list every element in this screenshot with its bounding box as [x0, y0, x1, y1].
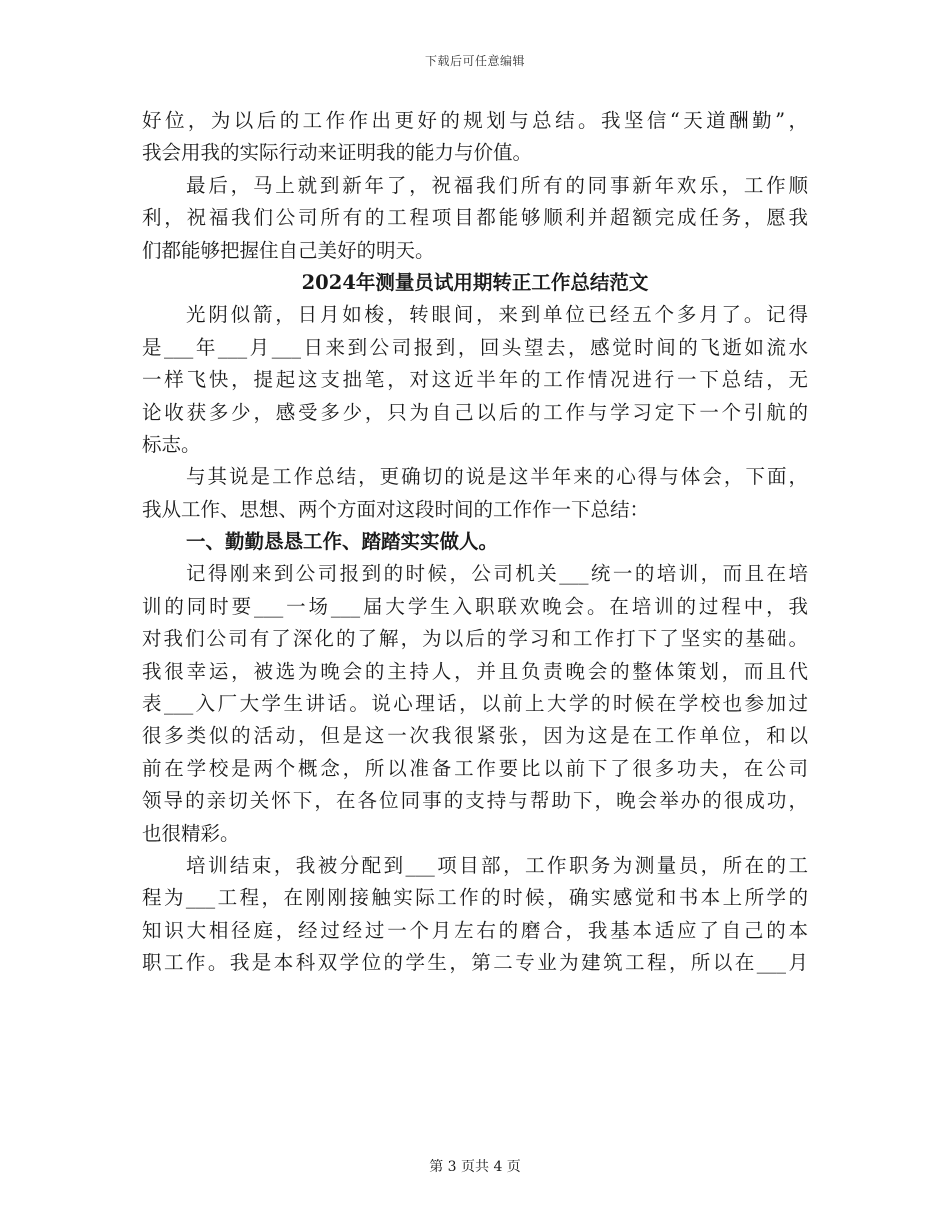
intro-line: 好位，为以后的工作作出更好的规划与总结。我坚信“天道酬勤”， [142, 109, 808, 132]
paragraph-line: 表___入厂大学生讲话。说心理话，以前上大学的时候在学校也参加过 [142, 692, 808, 716]
intro-line: 们都能够把握住自己美好的明天。 [142, 238, 435, 262]
paragraph-line: 知识大相径庭，经过经过一个月左右的磨合，我基本适应了自己的本 [142, 918, 808, 942]
paragraph-line: 我从工作、思想、两个方面对这段时间的工作作一下总结： [142, 497, 650, 521]
paragraph-line: 标志。 [142, 432, 201, 456]
paragraph-line: 一样飞快，提起这支拙笔，对这近半年的工作情况进行一下总结，无 [142, 368, 808, 392]
paragraph-line: 领导的亲切关怀下，在各位同事的支持与帮助下，晚会举办的很成功， [142, 789, 808, 813]
paragraph-line: 程为___工程，在刚刚接触实际工作的时候，确实感觉和书本上所学的 [142, 886, 808, 910]
document-body [142, 105, 808, 980]
paragraph-line: 是___年___月___日来到公司报到，回头望去，感觉时间的飞逝如流水 [142, 335, 808, 359]
page-header-note: 下载后可任意编辑 [424, 54, 525, 68]
page-number: 第 3 页共 4 页 [429, 1159, 521, 1175]
paragraph-line: 训的同时要___一场___届大学生入职联欢晚会。在培训的过程中，我 [142, 594, 808, 618]
paragraph-line: 培训结束，我被分配到___项目部，工作职务为测量员，所在的工 [186, 853, 808, 877]
document-title: 2024年测量员试用期转正工作总结范文 [301, 270, 649, 294]
paragraph-line: 与其说是工作总结，更确切的说是这半年来的心得与体会，下面， [186, 465, 808, 489]
paragraph-line: 很多类似的活动，但是这一次我很紧张，因为这是在工作单位，和以 [142, 724, 808, 748]
paragraph-line: 前在学校是两个概念，所以准备工作要比以前下了很多功夫，在公司 [142, 756, 808, 780]
paragraph-line: 记得刚来到公司报到的时候，公司机关___统一的培训，而且在培 [186, 562, 808, 586]
intro-line: 利，祝福我们公司所有的工程项目都能够顺利并超额完成任务，愿我 [142, 206, 808, 230]
section-heading: 一、勤勤恳恳工作、踏踏实实做人。 [186, 530, 499, 554]
intro-line: 最后，马上就到新年了，祝福我们所有的同事新年欢乐，工作顺 [186, 173, 808, 197]
paragraph-line: 职工作。我是本科双学位的学生，第二专业为建筑工程，所以在___月 [142, 951, 808, 975]
paragraph-line: 对我们公司有了深化的了解，为以后的学习和工作打下了坚实的基础。 [142, 627, 808, 651]
paragraph-line: 光阴似箭，日月如梭，转眼间，来到单位已经五个多月了。记得 [186, 303, 808, 327]
paragraph-line: 也很精彩。 [142, 821, 240, 845]
intro-line: 我会用我的实际行动来证明我的能力与价值。 [142, 141, 533, 165]
paragraph-line: 论收获多少，感受多少，只为自己以后的工作与学习定下一个引航的 [142, 400, 808, 424]
paragraph-line: 我很幸运，被选为晚会的主持人，并且负责晚会的整体策划，而且代 [142, 659, 808, 683]
